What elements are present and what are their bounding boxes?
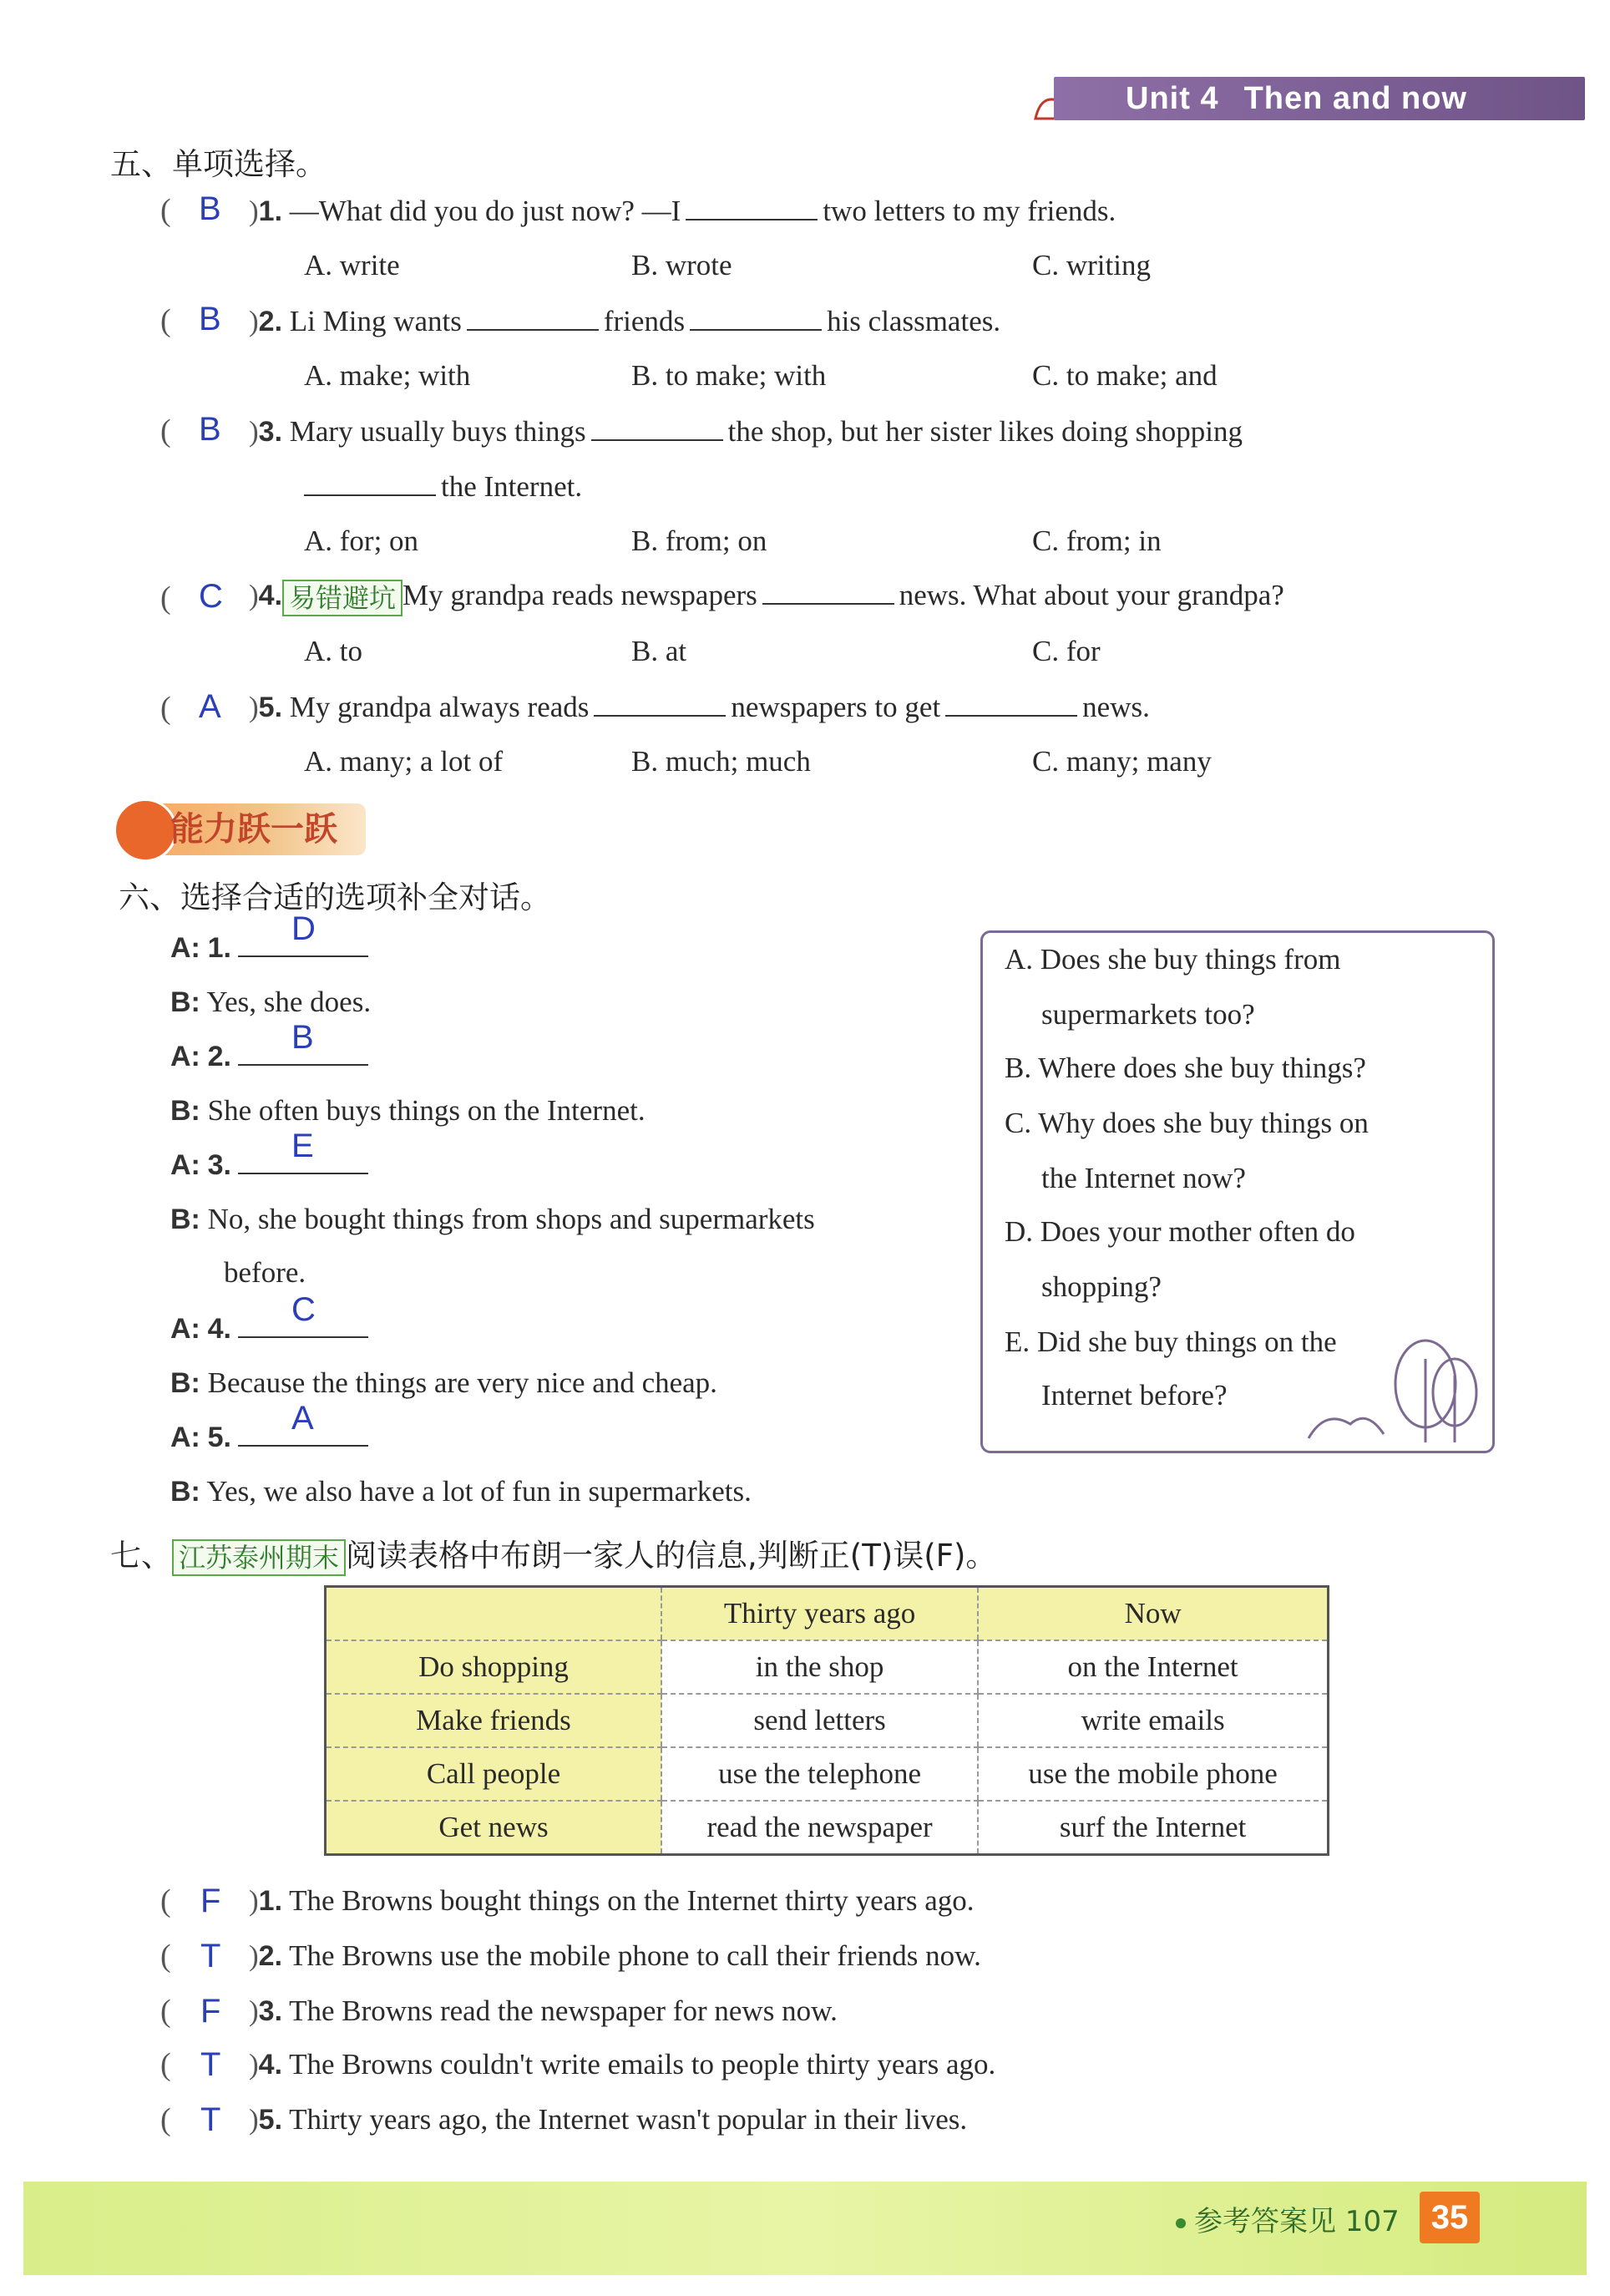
tree-icon xyxy=(1300,1325,1484,1442)
option-b: B. at xyxy=(631,635,687,667)
tip-tag: 易错避坑 xyxy=(282,580,402,616)
statement-7-2: )2. The Browns use the mobile phone to call their friends now. xyxy=(249,1939,981,1972)
blank[interactable] xyxy=(238,1019,368,1066)
question-5-5: )5. My grandpa always reads newspapers to get news. xyxy=(249,691,1150,723)
section5-title: 五、单项选择。 xyxy=(110,146,327,182)
blank[interactable] xyxy=(238,1291,368,1338)
dialogue-line-9: A: 5. A xyxy=(170,1420,368,1454)
table-cell: in the shop xyxy=(661,1640,978,1694)
paren-open: ( xyxy=(160,303,171,338)
table-cell: write emails xyxy=(978,1694,1328,1747)
table-cell: surf the Internet xyxy=(978,1801,1328,1855)
question-5-2: )2. Li Ming wants friends his classmates. xyxy=(249,305,1001,337)
paren-open: ( xyxy=(160,2102,171,2137)
answer-q7-3: F xyxy=(200,1993,221,2030)
option-b: B. much; much xyxy=(631,745,811,778)
paren-open: ( xyxy=(160,580,171,616)
unit-number: Unit 4 xyxy=(1126,81,1219,116)
option-b: B. wrote xyxy=(631,249,732,281)
option-b: B. to make; with xyxy=(631,359,827,392)
blank[interactable] xyxy=(591,414,723,441)
answer-q7-2: T xyxy=(200,1938,221,1974)
blank[interactable] xyxy=(304,469,436,496)
option-d-text-2: shopping? xyxy=(1041,1270,1162,1303)
table-cell: use the mobile phone xyxy=(978,1747,1328,1801)
option-c: C. for xyxy=(1032,635,1101,667)
answer-q5-2: B xyxy=(199,301,221,337)
table-cell: Do shopping xyxy=(326,1640,662,1694)
option-a: A. many; a lot of xyxy=(304,745,504,778)
mascot-icon xyxy=(114,798,177,862)
table-row xyxy=(326,1694,1329,1747)
blank[interactable] xyxy=(238,1128,368,1174)
statement-7-3: )3. The Browns read the newspaper for news now. xyxy=(249,1994,838,2027)
section7-title: 七、 江苏泰州期末 阅读表格中布朗一家人的信息,判断正(T)误(F)。 xyxy=(110,1530,996,1576)
dialogue-line-8: B: Because the things are very nice and cheap. xyxy=(170,1366,717,1399)
answer-reference: 参考答案见 107 xyxy=(1176,2198,1400,2239)
answer-q7-4: T xyxy=(200,2046,221,2083)
answer-q6-5: A xyxy=(291,1400,314,1437)
table-cell: Get news xyxy=(326,1801,662,1855)
blank[interactable] xyxy=(238,910,368,957)
question-5-3: )3. Mary usually buys things the shop, but her sister likes doing shopping xyxy=(249,415,1243,448)
table-cell: read the newspaper xyxy=(661,1801,978,1855)
option-c: C. writing xyxy=(1032,249,1151,281)
paren-open: ( xyxy=(160,1939,171,1974)
blank[interactable] xyxy=(594,690,726,717)
option-b-text: B. Where does she buy things? xyxy=(1005,1052,1366,1084)
table-row xyxy=(326,1640,1329,1694)
dialogue-line-1: A: 1. D xyxy=(170,930,368,965)
statement-7-5: )5. Thirty years ago, the Internet wasn't popular in their lives. xyxy=(249,2103,968,2136)
option-e-text: E. Did she buy things on the xyxy=(1005,1325,1337,1358)
dialogue-line-10: B: Yes, we also have a lot of fun in supermarkets. xyxy=(170,1475,752,1508)
options-box xyxy=(980,930,1495,1453)
answer-q7-1: F xyxy=(200,1883,221,1919)
question-5-3-line2: the Internet. xyxy=(304,469,582,504)
option-e-text-2: Internet before? xyxy=(1041,1379,1228,1412)
section6-title: 六、选择合适的选项补全对话。 xyxy=(119,879,551,915)
blank[interactable] xyxy=(945,690,1077,717)
paren-open: ( xyxy=(160,413,171,449)
blank[interactable] xyxy=(762,578,894,605)
option-c: C. to make; and xyxy=(1032,359,1218,392)
answer-q6-1: D xyxy=(291,910,316,947)
option-b: B. from; on xyxy=(631,525,767,557)
unit-header xyxy=(1126,77,1467,120)
table-header-cell: Thirty years ago xyxy=(661,1587,978,1641)
dialogue-line-6: B: No, she bought things from shops and supermarkets xyxy=(170,1203,815,1235)
table-cell: Make friends xyxy=(326,1694,662,1747)
answer-q6-3: E xyxy=(291,1128,314,1164)
option-a: A. for; on xyxy=(304,525,419,557)
table-row xyxy=(326,1747,1329,1801)
option-a: A. make; with xyxy=(304,359,471,392)
dialogue-line-4: B: She often buys things on the Internet. xyxy=(170,1094,646,1127)
option-a: A. write xyxy=(304,249,400,281)
paren-open: ( xyxy=(160,193,171,228)
paren-open: ( xyxy=(160,1994,171,2029)
dialogue-line-7: A: 4. C xyxy=(170,1311,368,1346)
source-tag: 江苏泰州期末 xyxy=(172,1539,346,1576)
dialogue-line-3: A: 2. B xyxy=(170,1039,368,1073)
unit-title: Then and now xyxy=(1243,81,1467,116)
question-5-1: )1. —What did you do just now? —I two letters to my friends. xyxy=(249,195,1116,227)
blank[interactable] xyxy=(686,194,818,220)
statement-7-1: )1. The Browns bought things on the Internet thirty years ago. xyxy=(249,1884,975,1917)
statement-7-4: )4. The Browns couldn't write emails to people thirty years ago. xyxy=(249,2048,996,2081)
table-header-cell: Now xyxy=(978,1587,1328,1641)
answer-q7-5: T xyxy=(200,2101,221,2138)
dialogue-line-5: A: 3. E xyxy=(170,1148,368,1182)
answer-q5-4: C xyxy=(199,578,223,615)
page-number: 35 xyxy=(1420,2192,1480,2243)
answer-q5-5: A xyxy=(199,688,221,725)
dialogue-line-2: B: Yes, she does. xyxy=(170,986,372,1018)
option-c-text: C. Why does she buy things on xyxy=(1005,1107,1369,1139)
blank[interactable] xyxy=(690,304,822,331)
option-d-text: D. Does your mother often do xyxy=(1005,1215,1355,1248)
table-header-cell xyxy=(326,1587,662,1641)
blank[interactable] xyxy=(467,304,599,331)
ability-banner-text: 能力跃一跃 xyxy=(170,810,337,849)
info-table xyxy=(324,1585,1329,1856)
table-cell: send letters xyxy=(661,1694,978,1747)
dialogue-line-6b: before. xyxy=(224,1256,306,1289)
paren-open: ( xyxy=(160,2047,171,2082)
option-a: A. to xyxy=(304,635,362,667)
paren-open: ( xyxy=(160,691,171,726)
table-row xyxy=(326,1801,1329,1855)
answer-q6-4: C xyxy=(291,1291,316,1328)
question-5-4: )4. 易错避坑 My grandpa reads newspapers news. What about your grandpa? xyxy=(249,578,1284,616)
option-a-text: A. Does she buy things from xyxy=(1005,943,1341,976)
option-c: C. from; in xyxy=(1032,525,1162,557)
table-cell: Call people xyxy=(326,1747,662,1801)
table-cell: on the Internet xyxy=(978,1640,1328,1694)
option-c-text-2: the Internet now? xyxy=(1041,1162,1246,1194)
answer-q5-3: B xyxy=(199,411,221,448)
paren-open: ( xyxy=(160,1883,171,1918)
bullet-icon xyxy=(1176,2218,1186,2228)
table-cell: use the telephone xyxy=(661,1747,978,1801)
option-a-text-2: supermarkets too? xyxy=(1041,998,1255,1031)
option-c: C. many; many xyxy=(1032,745,1212,778)
answer-q6-2: B xyxy=(291,1019,314,1056)
table-header-row xyxy=(326,1587,1329,1641)
blank[interactable] xyxy=(238,1400,368,1447)
answer-q5-1: B xyxy=(199,190,221,227)
